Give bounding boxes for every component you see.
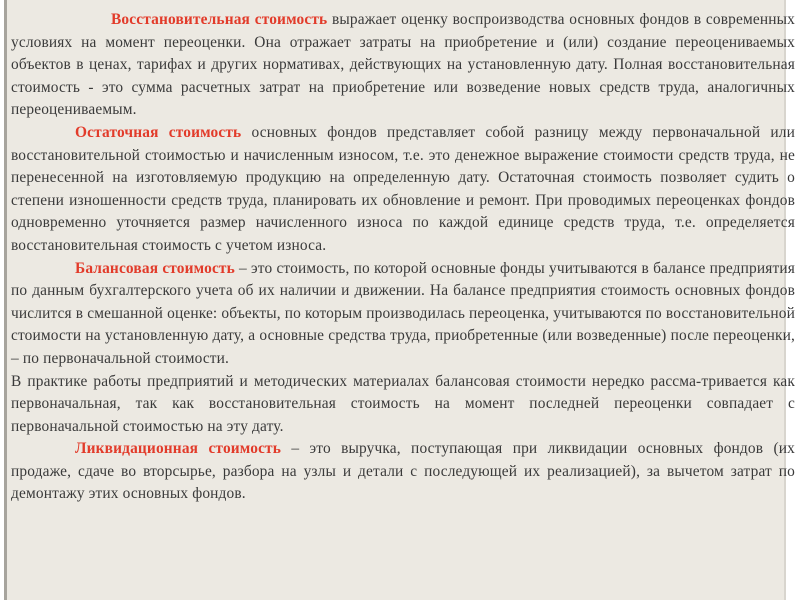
paragraph-practice-note <box>11 371 795 439</box>
paragraph-text: выражает оценку воспроизводства основных фондов в современных условиях на момент переоценки. Она отражает затраты на приобретение и (или) создание переоцениваемых объектов в ценах, тарифах и других нормативах, действующих на установленную дату. Полная восстановительная стоимость - это сумма расчетных затрат на приобретение или возведение новых средств труда, аналогичных переоцениваемым. <box>11 11 795 119</box>
term-replacement-cost: Восстановительная стоимость <box>111 11 328 28</box>
document-body <box>11 9 795 506</box>
paragraph-text: – это стоимость, по которой основные фонды учитываются в балансе предприятия по данным бухгалтерского учета об их наличии и движении. На балансе предприятия стоимость основных фондов числится в смешанной оценке: объекты, по которым производилась переоценка, учитываются по восстановительной стоимости на установленную дату, а основные средства труда, приобретенные (или возведенные) после переоценки, – по первоначальной стоимости. <box>11 259 795 367</box>
term-liquidation-value: Ликвидационная стоимость <box>75 440 282 458</box>
slide-page <box>4 0 795 600</box>
paragraph-book-value <box>11 258 795 371</box>
paragraph-residual-cost <box>11 122 795 258</box>
paragraph-liquidation-value <box>11 438 795 506</box>
paragraph-text: – это выручка, поступающая при ликвидации основных фондов (их продаже, сдаче во вторсырье, разбора на узлы и детали с последующей их реализацией), за вычетом затрат по демонтажу этих основных фондов. <box>11 440 795 503</box>
term-book-value: Балансовая стоимость <box>75 259 235 277</box>
term-residual-cost: Остаточная стоимость <box>75 123 242 141</box>
paragraph-replacement-cost <box>11 9 795 122</box>
paragraph-text: В практике работы предприятий и методических материалах балансовая стоимости нередко рассма-тривается как первоначальная, так как восстановительная стоимость на момент последней переоценки совпадает с первоначальной стоимостью на эту дату. <box>11 372 795 435</box>
paragraph-text: основных фондов представляет собой разницу между первоначальной или восстановительной стоимостью и начисленным износом, т.е. это денежное выражение стоимости средств труда, не перенесенной на изготовляемую продукцию на определенную дату. Остаточная стоимость позволяет судить о степени изношенности средств труда, планировать их обновление и ремонт. При проводимых переоценках фондов одновременно уточняется размер начисленного износа по каждой единице средств труда, т.е. определяется восстановительная стоимость с учетом износа. <box>11 123 795 254</box>
